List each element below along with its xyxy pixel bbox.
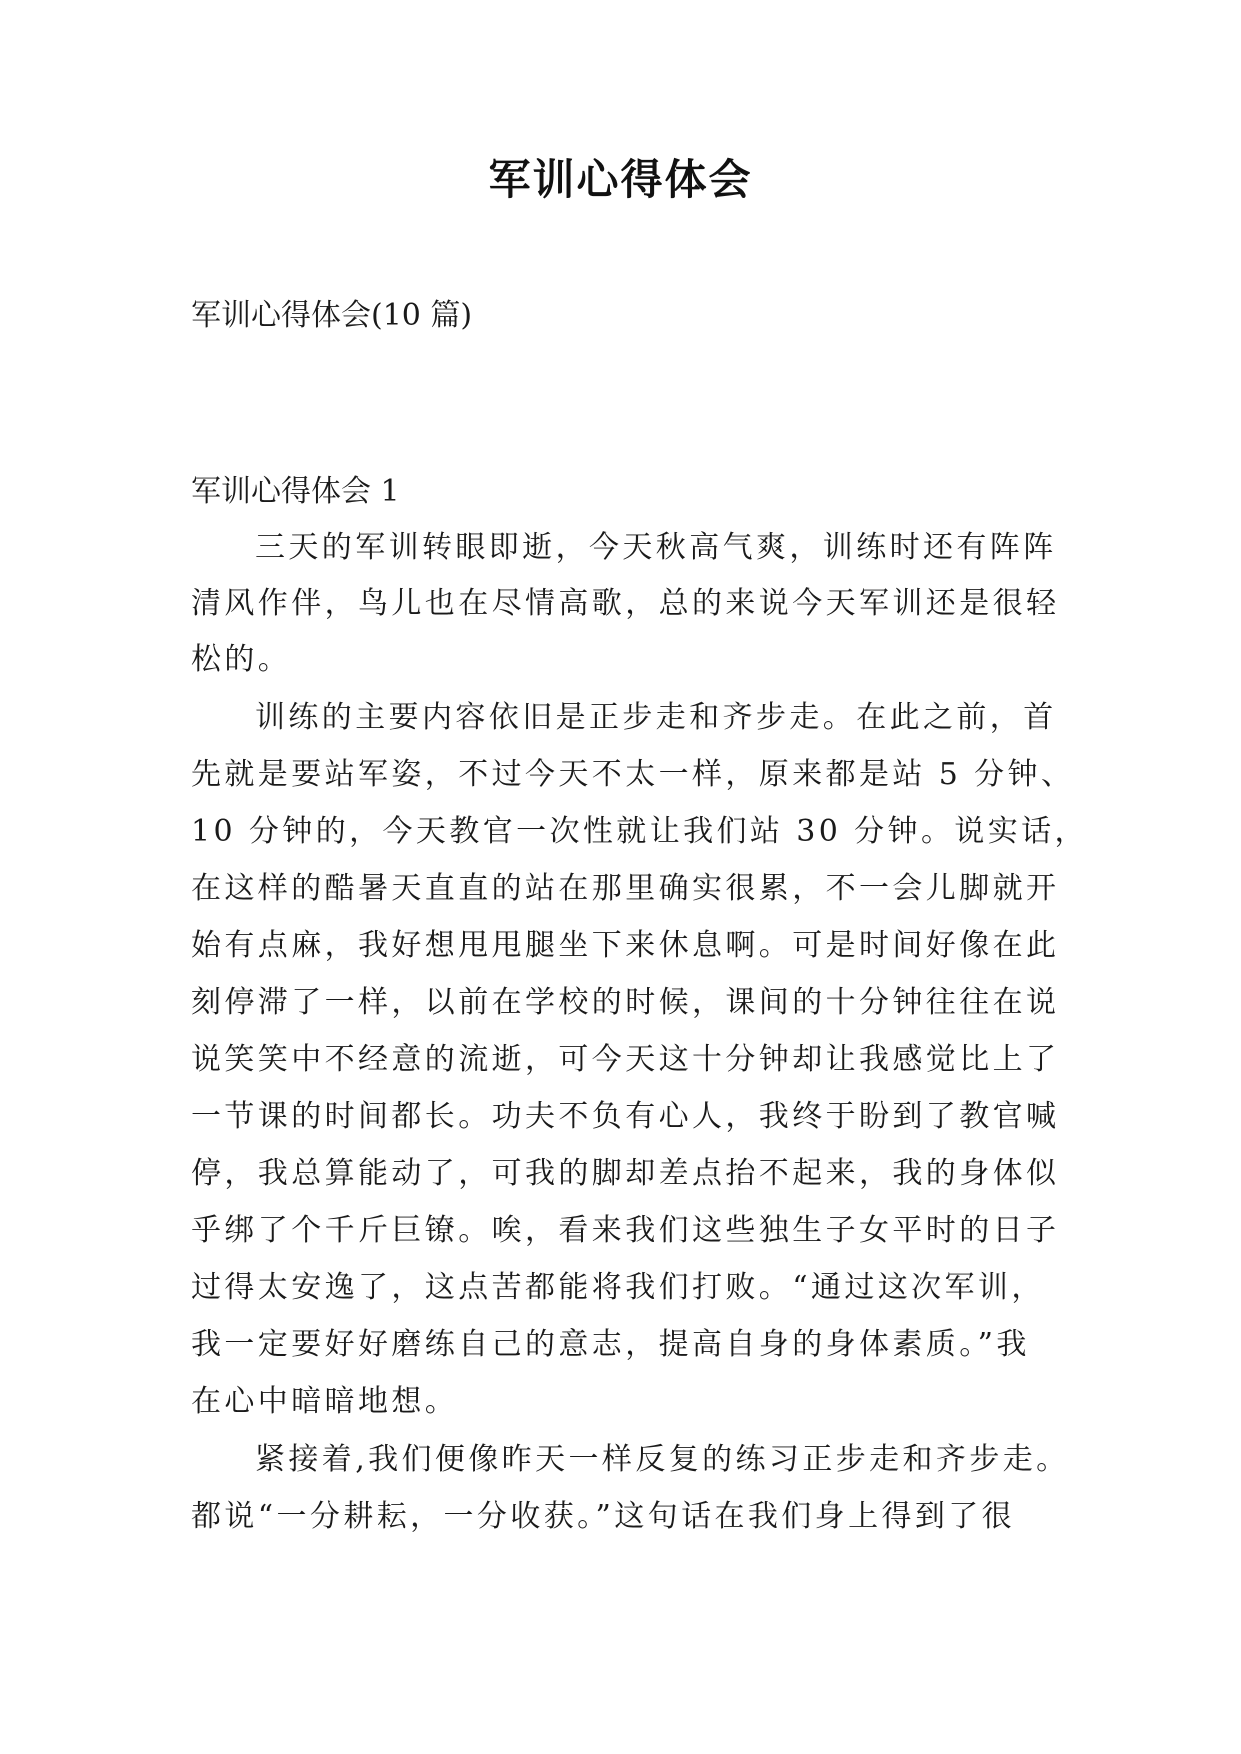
body-line: 紧接着,我们便像昨天一样反复的练习正步走和齐步走。 bbox=[255, 1442, 1070, 1477]
body-line: 都说“一分耕耘，一分收获。”这句话在我们身上得到了很 bbox=[191, 1499, 1016, 1534]
body-line: 始有点麻，我好想甩甩腿坐下来休息啊。可是时间好像在此 bbox=[191, 928, 1060, 963]
body-line: 停，我总算能动了，可我的脚却差点抬不起来，我的身体似 bbox=[191, 1156, 1060, 1191]
document-subtitle: 军训心得体会(10 篇) bbox=[191, 298, 473, 333]
body-line: 训练的主要内容依旧是正步走和齐步走。在此之前，首 bbox=[255, 700, 1057, 735]
body-line: 在心中暗暗地想。 bbox=[191, 1384, 459, 1419]
document-title: 军训心得体会 bbox=[488, 155, 753, 204]
body-line: 刻停滞了一样，以前在学校的时候，课间的十分钟往往在说 bbox=[191, 985, 1060, 1020]
body-line: 过得太安逸了，这点苦都能将我们打败。“通过这次军训， bbox=[191, 1270, 1045, 1305]
body-line: 三天的军训转眼即逝，今天秋高气爽，训练时还有阵阵 bbox=[255, 530, 1057, 565]
body-line: 先就是要站军姿，不过今天不太一样，原来都是站 5 分钟、 bbox=[191, 757, 1075, 792]
body-line: 松的。 bbox=[191, 642, 292, 677]
body-line: 一节课的时间都长。功夫不负有心人，我终于盼到了教官喊 bbox=[191, 1099, 1060, 1134]
body-line: 乎绑了个千斤巨镣。唉，看来我们这些独生子女平时的日子 bbox=[191, 1213, 1060, 1248]
body-line: 我一定要好好磨练自己的意志，提高自身的身体素质。”我 bbox=[191, 1327, 1030, 1362]
body-line: 清风作伴，鸟儿也在尽情高歌，总的来说今天军训还是很轻 bbox=[191, 586, 1060, 621]
body-line: 说笑笑中不经意的流逝，可今天这十分钟却让我感觉比上了 bbox=[191, 1042, 1060, 1077]
body-line: 10 分钟的，今天教官一次性就让我们站 30 分钟。说实话， bbox=[191, 814, 1088, 849]
section-heading: 军训心得体会 1 bbox=[191, 474, 400, 509]
body-line: 在这样的酷暑天直直的站在那里确实很累，不一会儿脚就开 bbox=[191, 871, 1060, 906]
